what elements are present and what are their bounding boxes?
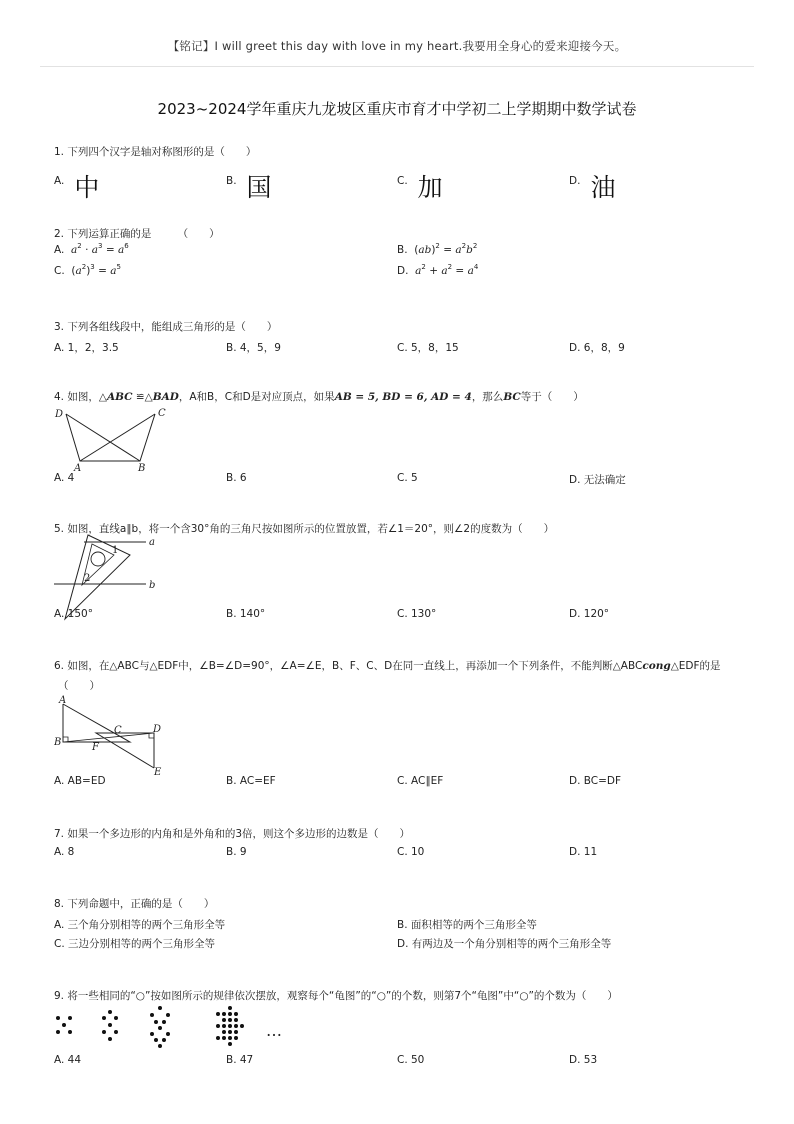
question-2-option-a: A. $a^2 \cdot a^3 = a^6$: [54, 242, 129, 256]
label-b: B: [54, 737, 62, 748]
label-b: b: [149, 580, 156, 591]
label-e: E: [154, 767, 162, 775]
question-2-option-c: C. $(a^2)^3 = a^5$: [54, 263, 121, 277]
question-7-option-c: C. 10: [397, 846, 425, 858]
question-3-stem: 3. 下列各组线段中，能组成三角形的是（ ）: [54, 321, 278, 333]
question-5-stem: 5. 如图，直线a∥b，将一个含30°角的三角尺按如图所示的位置放置，若∠1＝20°，则∠2的度数为（ ）: [54, 523, 555, 535]
question-9-option-c: C. 50: [397, 1054, 425, 1066]
motto: 【铭记】I will greet this day with love in my heart.我要用全身心的爱来迎接今天。: [167, 39, 627, 53]
angle-1-label: 1: [112, 545, 119, 556]
question-4-option-b: B. 6: [226, 472, 247, 484]
question-5: [54, 521, 754, 620]
diagonal-db: [66, 414, 140, 461]
question-6-stem: 6. 如图，在△ABC与△EDF中，∠B=∠D=90°，∠A=∠E，B、F、C、D在同一直线上，再添加一个下列条件，不能判断△ABCcong△EDF的是: [54, 660, 721, 672]
question-2-stem: 2. 下列运算正确的是 （ ）: [54, 228, 220, 240]
question-8-option-b: B. 面积相等的两个三角形全等: [397, 919, 537, 931]
question-2-option-d: D. $a^2 + a^2 = a^4$: [397, 263, 479, 277]
question-5-option-d: D. 120°: [569, 608, 610, 620]
question-6-option-a: A. AB=ED: [54, 775, 106, 787]
turtle-figure-1: [56, 1016, 72, 1034]
quad-outline: [66, 414, 155, 461]
question-7-option-d: D. 11: [569, 846, 598, 858]
question-3-option-d: D. 6，8，9: [569, 342, 625, 354]
turtle-figure-3: [150, 1006, 170, 1048]
question-9-figure: [54, 1006, 314, 1050]
label-b: B: [138, 463, 146, 471]
question-2: [54, 226, 754, 286]
turtle-figure-4: [216, 1006, 244, 1046]
question-6-option-b: B. AC=EF: [226, 775, 276, 787]
question-6-stem-line-2: （ ）: [58, 680, 100, 692]
question-7: [54, 826, 754, 862]
diagonal-ca: [80, 414, 155, 461]
label-c: C: [114, 725, 122, 736]
question-4-stem: 4. 如图，△ABC ≌△BAD，A和B，C和D是对应顶点，如果AB = 5, BD = 6, AD = 4，那么BC等于（ ）: [54, 391, 584, 403]
question-7-option-b: B. 9: [226, 846, 247, 858]
question-9: [54, 988, 754, 1066]
question-6: [54, 658, 754, 787]
question-8-option-c: C. 三边分别相等的两个三角形全等: [54, 938, 216, 950]
set-square-hole: [91, 552, 105, 566]
question-4-option-c: C. 5: [397, 472, 418, 484]
question-1-option-a: A. 中: [54, 173, 100, 202]
question-6-option-d: D. BC=DF: [569, 775, 622, 787]
question-1: [54, 144, 754, 202]
question-4-option-d: D. 无法确定: [569, 474, 626, 486]
question-3-option-a: A. 1，2，3.5: [54, 342, 119, 354]
question-3-option-c: C. 5，8，15: [397, 342, 459, 354]
turtle-figure-2: [102, 1010, 118, 1041]
question-5-option-b: B. 140°: [226, 608, 266, 620]
page-title: 2023~2024学年重庆九龙坡区重庆市育才中学初二上学期期中数学试卷: [157, 100, 637, 118]
question-8-option-d: D. 有两边及一个角分别相等的两个三角形全等: [397, 938, 612, 950]
question-1-stem: 1. 下列四个汉字是轴对称图形的是（ ）: [54, 146, 257, 158]
label-d: D: [55, 409, 64, 420]
question-8: [54, 896, 754, 955]
question-3-option-b: B. 4，5，9: [226, 342, 281, 354]
angle-2-label: 2: [84, 573, 91, 584]
question-8-option-a: A. 三个角分别相等的两个三角形全等: [54, 919, 226, 931]
question-2-option-b: B. $(ab)^2 = a^2b^2$: [397, 242, 478, 256]
question-1-option-c: C. 加: [397, 173, 443, 202]
motto-divider: [40, 66, 754, 67]
set-square-outline: [65, 535, 130, 619]
label-c: C: [158, 408, 166, 419]
question-6-option-c: C. AC∥EF: [397, 775, 444, 787]
question-1-option-d: D. 油: [569, 173, 616, 202]
question-9-option-d: D. 53: [569, 1054, 598, 1066]
question-5-option-c: C. 130°: [397, 608, 437, 620]
label-a: A: [59, 695, 67, 706]
question-9-stem: 9. 将一些相同的“○”按如图所示的规律依次摆放，观察每个“龟图”的“○”的个数，则第7个“龟图”中“○”的个数为（ ）: [54, 990, 618, 1002]
figure-ellipsis: …: [266, 1021, 282, 1040]
question-3: [54, 319, 754, 356]
question-4-figure: [54, 405, 174, 471]
label-a: A: [74, 463, 82, 471]
question-6-figure: [54, 695, 174, 775]
question-7-option-a: A. 8: [54, 846, 75, 858]
question-8-stem: 8. 下列命题中，正确的是（ ）: [54, 898, 215, 910]
label-a: a: [149, 537, 155, 548]
question-4-option-a: A. 4: [54, 472, 75, 484]
question-1-option-b: B. 国: [226, 173, 272, 202]
question-7-stem: 7. 如果一个多边形的内角和是外角和的3倍，则这个多边形的边数是（ ）: [54, 828, 411, 840]
question-9-option-b: B. 47: [226, 1054, 254, 1066]
question-4: [54, 389, 754, 486]
label-d: D: [153, 724, 162, 735]
label-f: F: [92, 742, 99, 753]
question-9-option-a: A. 44: [54, 1054, 82, 1066]
question-5-option-a: A. 150°: [54, 608, 93, 620]
